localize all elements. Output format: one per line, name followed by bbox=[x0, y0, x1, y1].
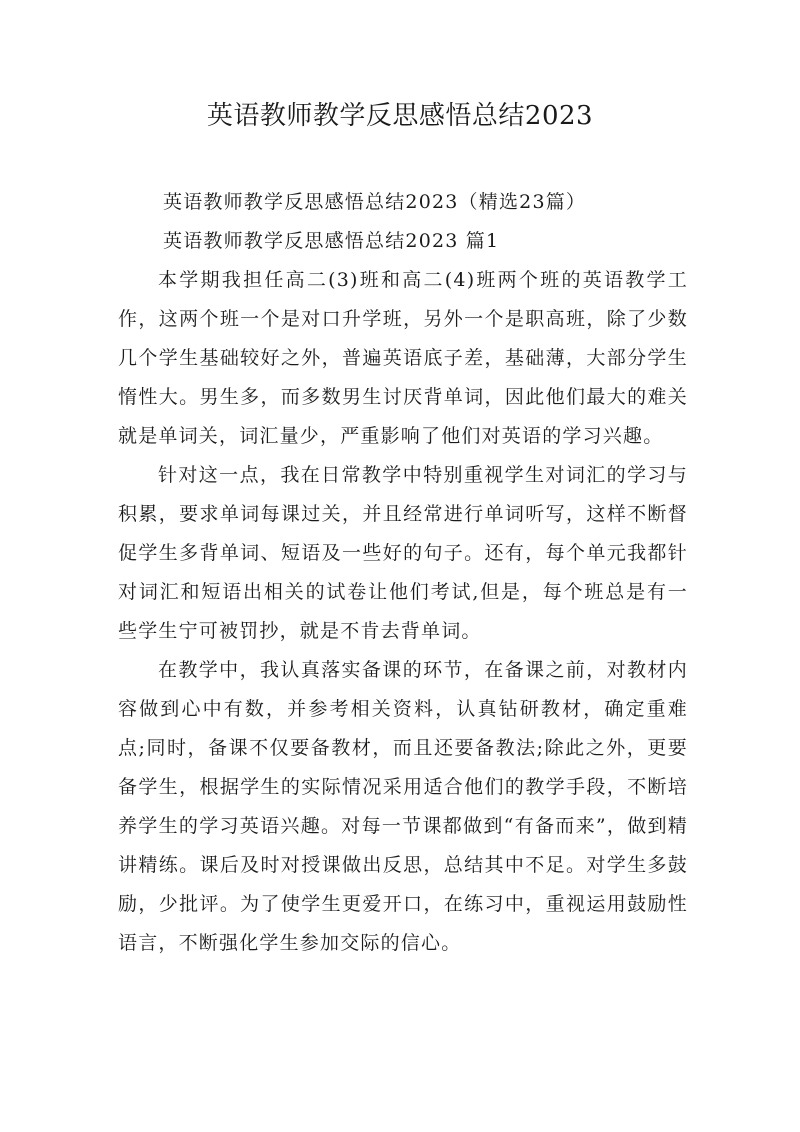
paragraph-2: 针对这一点，我在日常教学中特别重视学生对词汇的学习与积累，要求单词每课过关，并且经常进行单词听写，这样不断督促学生多背单词、短语及一些好的句子。还有，每个单元我都针对词汇和短语出相关的试卷让他们考试,但是，每个班总是有一些学生宁可被罚抄，就是不肯去背单词。 bbox=[118, 464, 688, 642]
paragraph-3: 在教学中，我认真落实备课的环节，在备课之前，对教材内容做到心中有数，并参考相关资料，认真钻研教材，确定重难点;同时，备课不仅要备教材，而且还要备教法;除此之外，更要备学生，根据学生的实际情况采用适合他们的教学手段，不断培养学生的学习英语兴趣。对每一节课都做到“有备而来”，做到精讲精练。课后及时对授课做出反思，总结其中不足。对学生多鼓励，少批评。为了使学生更爱开口，在练习中，重视运用鼓励性语言，不断强化学生参加交际的信心。 bbox=[118, 659, 688, 954]
document-body bbox=[118, 183, 688, 963]
section-heading: 英语教师教学反思感悟总结2023 篇1 bbox=[163, 230, 500, 252]
paragraph-1: 本学期我担任高二(3)班和高二(4)班两个班的英语教学工作，这两个班一个是对口升学班，另外一个是职高班，除了少数几个学生基础较好之外，普遍英语底子差，基础薄，大部分学生惰性大。男生多，而多数男生讨厌背单词，因此他们最大的难关就是单词关，词汇量少，严重影响了他们对英语的学习兴趣。 bbox=[118, 269, 688, 447]
document-subtitle: 英语教师教学反思感悟总结2023（精选23篇） bbox=[163, 191, 587, 213]
document-title: 英语教师教学反思感悟总结2023 bbox=[206, 101, 594, 131]
